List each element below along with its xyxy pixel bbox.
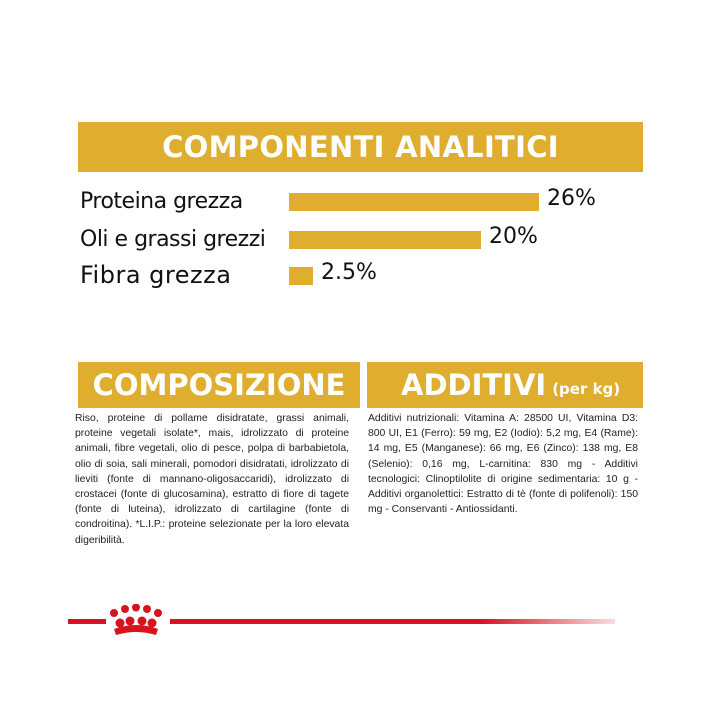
analytic-components-title — [78, 122, 643, 172]
nutrient-bar — [289, 267, 313, 285]
nutrient-percent: 20% — [489, 224, 538, 249]
nutrient-bar — [289, 231, 481, 249]
nutrient-percent: 26% — [547, 186, 596, 211]
composition-title-text: COMPOSIZIONE — [92, 368, 346, 402]
nutrient-label: Oli e grassi grezzi — [80, 226, 266, 252]
composition-text: Riso, proteine di pollame disidratate, grassi animali, proteine vegetali isolate*, mais, idrolizzato di proteine animali, fibre vegetali, olio di pesce, polpa di barbabietola, olio di soia, sali minerali, pomodori disidratati, idrolizzato di lieviti (fonte di mannano-oligosaccaridi), idrolizzato di crostacei (fonte di glucosamina), estratto di fiore di tagete (fonte di luteina), idrolizzato di cartilagine (fonte di condroitina). *L.I.P.: proteine selezionate per la loro elevata digeribilità. — [75, 413, 349, 546]
analytic-title-text: COMPONENTI ANALITICI — [162, 130, 559, 164]
additives-title-text: ADDITIVI — [401, 368, 547, 402]
nutrient-label: Proteina grezza — [80, 188, 243, 214]
nutrient-percent: 2.5% — [321, 260, 377, 285]
nutrient-row-fibre — [80, 258, 231, 292]
royal-crown-icon — [104, 604, 168, 638]
footer-red-line-right — [170, 619, 615, 624]
additives-title — [367, 362, 643, 408]
additives-text: Additivi nutrizionali: Vitamina A: 28500 UI, Vitamina D3: 800 UI, E1 (Ferro): 59 mg, E2 (Iodio): 5,2 mg, E4 (Rame): 14 mg, E5 (Manganese): 66 mg, E6 (Zinco): 138 mg, E8 (Selenio): 0,16 mg, L-carnitina: 830 mg - Additivi tecnologici: Clinoptilolite di origine sedimentaria: 10 g - Additivi organolettici: Estratto di tè (fonte di polifenoli): 150 mg - Conservanti - Antiossidanti. — [368, 413, 638, 516]
composition-title — [78, 362, 360, 408]
footer-red-line-left — [68, 619, 106, 624]
additives-unit: (per kg) — [552, 380, 621, 398]
nutrient-row-fat — [80, 222, 265, 256]
nutrient-label: Fibra grezza — [80, 261, 232, 289]
nutrient-row-protein — [80, 184, 243, 218]
nutrient-bar — [289, 193, 539, 211]
